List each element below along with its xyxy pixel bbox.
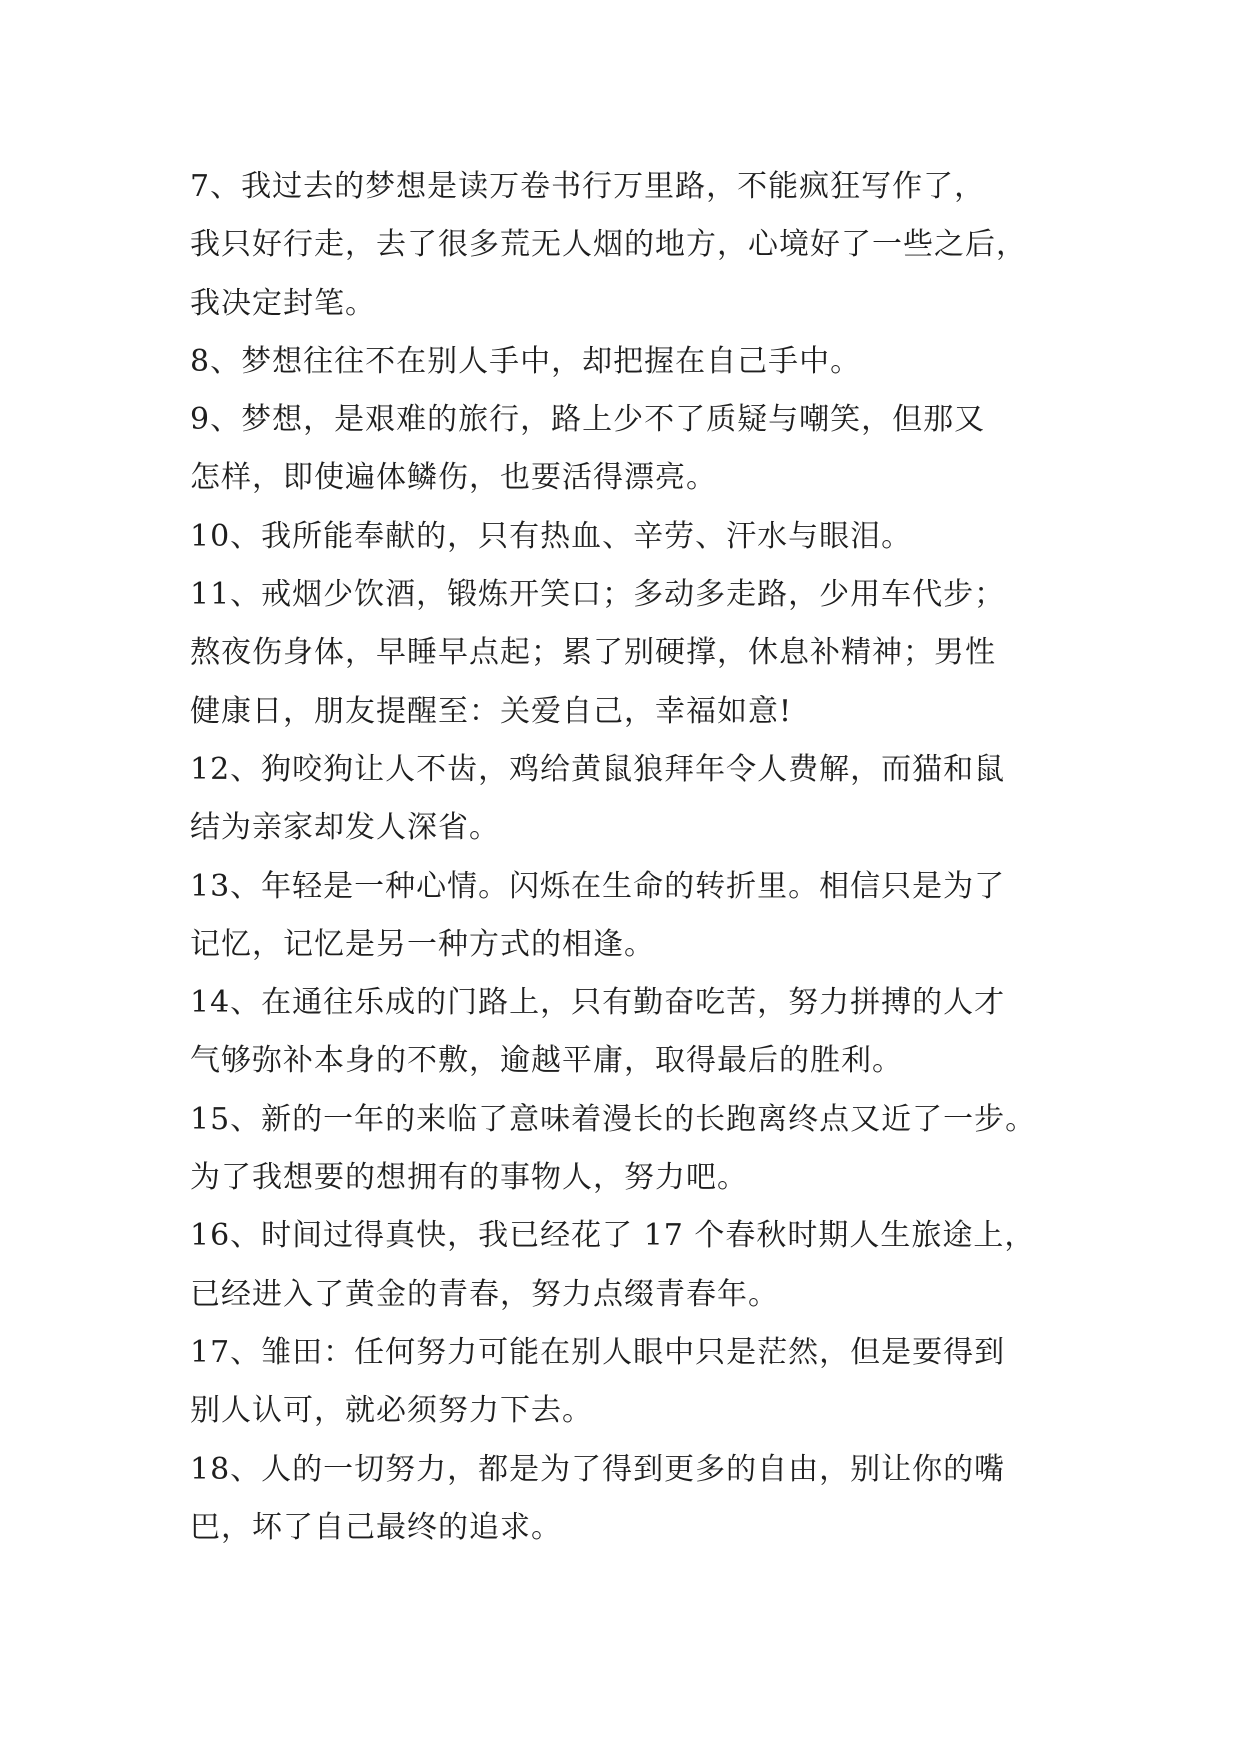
- text-line: 我只好行走，去了很多荒无人烟的地方，心境好了一些之后，: [190, 227, 1027, 263]
- list-item: [190, 391, 1070, 508]
- text-line: 13、年轻是一种心情。闪烁在生命的转折里。相信只是为了: [190, 868, 1006, 904]
- text-line: 巴，坏了自己最终的追求。: [190, 1509, 562, 1545]
- list-item: [190, 158, 1070, 333]
- text-line: 记忆，记忆是另一种方式的相逢。: [190, 926, 655, 962]
- list-item: [190, 741, 1070, 858]
- text-line: 10、我所能奉献的，只有热血、辛劳、汗水与眼泪。: [190, 518, 913, 554]
- text-line: 7、我过去的梦想是读万卷书行万里路，不能疯狂写作了，: [190, 169, 986, 204]
- text-line: 气够弥补本身的不敷，逾越平庸，取得最后的胜利。: [190, 1043, 903, 1079]
- list-item: [190, 1441, 1070, 1558]
- text-line: 我决定封笔。: [190, 285, 376, 321]
- text-line: 16、时间过得真快，我已经花了 17 个春秋时期人生旅途上，: [190, 1218, 1036, 1254]
- text-line: 15、新的一年的来临了意味着漫长的长跑离终点又近了一步。: [190, 1101, 1037, 1137]
- document-body: [190, 158, 1070, 1557]
- list-item: [190, 974, 1070, 1091]
- text-line: 结为亲家却发人深省。: [190, 810, 500, 846]
- text-line: 18、人的一切努力，都是为了得到更多的自由，别让你的嘴: [190, 1451, 1006, 1487]
- list-item: [190, 566, 1070, 741]
- text-line: 11、戒烟少饮酒，锻炼开笑口；多动多走路，少用车代步；: [190, 577, 1006, 613]
- list-item: [190, 1091, 1070, 1208]
- text-line: 别人认可，就必须努力下去。: [190, 1393, 593, 1429]
- text-line: 熬夜伤身体，早睡早点起；累了别硬撑，休息补精神；男性: [190, 635, 996, 671]
- text-line: 健康日，朋友提醒至：关爱自己，幸福如意!: [190, 693, 793, 729]
- list-item: [190, 1207, 1070, 1324]
- list-item: [190, 508, 1070, 566]
- list-item: [190, 858, 1070, 975]
- text-line: 8、梦想往往不在别人手中，却把握在自己手中。: [190, 343, 862, 379]
- list-item: [190, 333, 1070, 391]
- text-line: 14、在通往乐成的门路上，只有勤奋吃苦，努力拼搏的人才: [190, 985, 1006, 1021]
- text-line: 12、狗咬狗让人不齿，鸡给黄鼠狼拜年令人费解，而猫和鼠: [190, 751, 1006, 787]
- list-item: [190, 1324, 1070, 1441]
- text-line: 9、梦想，是艰难的旅行，路上少不了质疑与嘲笑，但那又: [190, 402, 986, 438]
- text-line: 已经进入了黄金的青春，努力点缀青春年。: [190, 1276, 779, 1312]
- text-line: 为了我想要的想拥有的事物人，努力吧。: [190, 1160, 748, 1196]
- text-line: 怎样，即使遍体鳞伤，也要活得漂亮。: [190, 460, 717, 496]
- text-line: 17、雏田：任何努力可能在别人眼中只是茫然，但是要得到: [190, 1334, 1006, 1370]
